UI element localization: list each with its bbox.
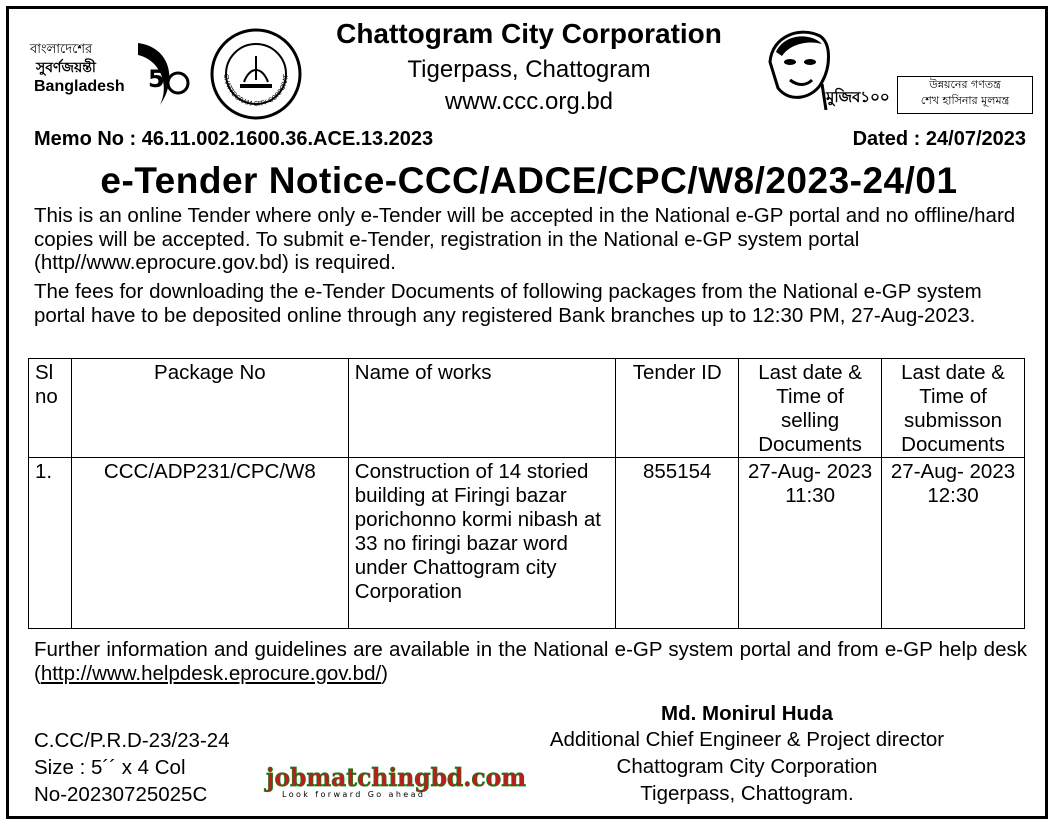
jobmatchingbd-watermark — [262, 762, 532, 800]
row-works: Construction of 14 storied building at Firingi bazar porichonno kormi nibash at 33 no firingi bazar word under Chattogram city Corporation — [348, 458, 616, 629]
row-tender-id: 855154 — [616, 458, 739, 629]
fees-paragraph: The fees for downloading the e-Tender Documents of following packages from the National e-GP system portal have to be deposited online through any registered Bank branches up to 12:30 PM, 27-Aug-2023. — [34, 280, 982, 327]
memo-number: Memo No : 46.11.002.1600.36.ACE.13.2023 — [34, 128, 434, 150]
slogan-line-2: শেখ হাসিনার মূলমন্ত্র — [920, 94, 1010, 107]
signatory-title: Additional Chief Engineer & Project director — [549, 728, 945, 751]
org-title: Chattogram City Corporation — [336, 18, 722, 49]
tender-table — [28, 358, 1025, 629]
signatory-org: Chattogram City Corporation — [616, 755, 878, 778]
row-submission-date: 27-Aug- 2023 12:30 — [882, 458, 1025, 629]
header-package: Package No — [71, 359, 348, 458]
signatory-address: Tigerpass, Chattogram. — [640, 782, 854, 805]
svg-text:5: 5 — [148, 65, 165, 93]
table-row — [29, 458, 1025, 629]
row-package: CCC/ADP231/CPC/W8 — [71, 458, 348, 629]
logo-bangla-mid: সুবর্ণজয়ন্তী — [36, 60, 96, 76]
mujib-logo-text: মুজিব১০০ — [826, 88, 890, 106]
ad-size: Size : 5´´ x 4 Col — [34, 756, 186, 779]
intro-paragraph: This is an online Tender where only e-Tender will be accepted in the National e-GP portal and no offline/hard copies will be accepted. To submit e-Tender, registration in the National e-GP system portal (http//www.eprocure.gov.bd) is required. — [34, 204, 1016, 274]
slogan-line-1: উন্নয়নের গণতন্ত্র — [929, 78, 1001, 91]
notice-title: e-Tender Notice-CCC/ADCE/CPC/W8/2023-24/01 — [100, 160, 958, 201]
table-header-row — [29, 359, 1025, 458]
memo-date: Dated : 24/07/2023 — [852, 128, 1026, 150]
mujib-100-logo — [760, 22, 890, 110]
slogan-box — [897, 76, 1033, 114]
further-info — [34, 638, 1027, 686]
header-works: Name of works — [348, 359, 616, 458]
watermark-tagline: Look forward Go ahead — [282, 790, 426, 799]
further-info-text: Further information and guidelines are available in the National e-GP system portal and from e-GP help desk ( — [34, 638, 1027, 685]
logo-country: Bangladesh — [34, 78, 125, 95]
watermark-text: jobmatchingbd.com — [264, 763, 526, 792]
header-submission-date: Last date & Time of submisson Documents — [882, 359, 1025, 458]
ad-number: No-20230725025C — [34, 783, 208, 806]
header-sl: Sl no — [29, 359, 72, 458]
header-selling-date: Last date & Time of selling Documents — [739, 359, 882, 458]
helpdesk-link[interactable]: http://www.helpdesk.eprocure.gov.bd/ — [40, 662, 382, 685]
row-selling-date: 27-Aug- 2023 11:30 — [739, 458, 882, 629]
logo-bangla-top: বাংলাদেশের — [30, 42, 93, 57]
org-website: www.ccc.org.bd — [444, 88, 614, 115]
row-sl: 1. — [29, 458, 72, 629]
further-info-suffix: ) — [381, 662, 388, 685]
header-tender-id: Tender ID — [616, 359, 739, 458]
signatory-name: Md. Monirul Huda — [661, 702, 833, 725]
seal-text: CHATTOGRAM CITY CORPORAT — [221, 73, 291, 109]
reference-code: C.CC/P.R.D-23/23-24 — [34, 729, 230, 752]
org-address: Tigerpass, Chattogram — [407, 56, 651, 83]
